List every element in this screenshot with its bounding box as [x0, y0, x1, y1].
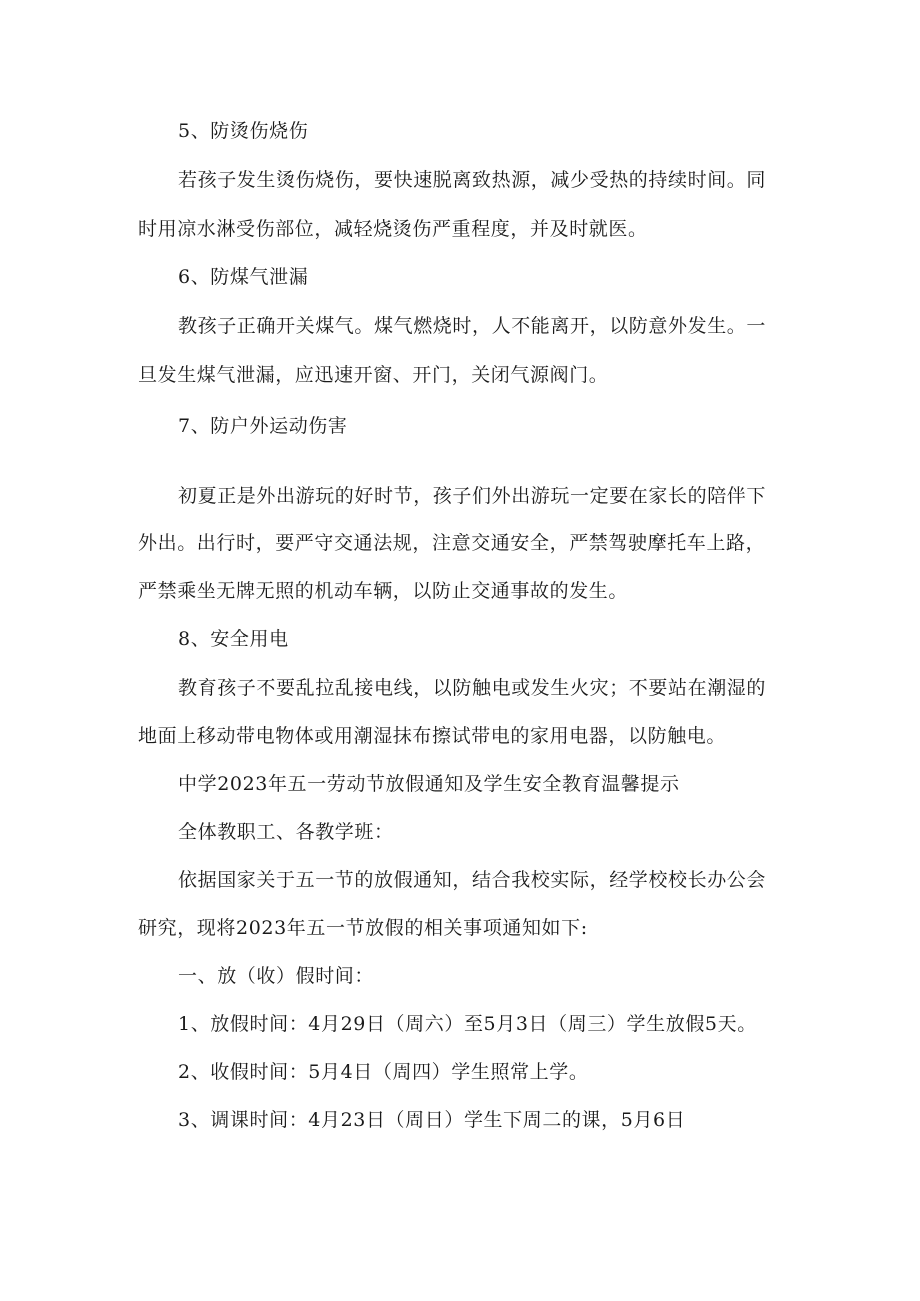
section-8-paragraph-line: 地面上移动带电物体或用潮湿抹布擦试带电的家用电器，以防触电。 — [138, 725, 727, 747]
notice-item: 1、放假时间：4月29日（周六）至5月3日（周三）学生放假5天。 — [178, 1013, 757, 1035]
section-6-paragraph-line: 旦发生煤气泄漏，应迅速开窗、开门，关闭气源阀门。 — [138, 364, 609, 386]
notice-title: 中学2023年五一劳动节放假通知及学生安全教育温馨提示 — [178, 773, 680, 795]
section-7-heading: 7、防户外运动伤害 — [178, 415, 348, 437]
notice-intro-line: 研究，现将2023年五一节放假的相关事项通知如下: — [138, 917, 588, 939]
notice-item-heading: 一、放（收）假时间： — [178, 965, 375, 987]
section-5-heading: 5、防烫伤烧伤 — [178, 120, 309, 142]
notice-item: 2、收假时间：5月4日（周四）学生照常上学。 — [178, 1061, 589, 1083]
notice-salutation: 全体教职工、各教学班： — [178, 821, 394, 843]
section-7-paragraph-line: 外出。出行时，要严守交通法规，注意交通安全，严禁驾驶摩托车上路， — [138, 532, 766, 554]
section-6-paragraph-line: 教孩子正确开关煤气。煤气燃烧时，人不能离开，以防意外发生。一 — [178, 315, 767, 337]
section-8-paragraph-line: 教育孩子不要乱拉乱接电线，以防触电或发生火灾；不要站在潮湿的 — [178, 677, 767, 699]
notice-intro-line: 依据国家关于五一节的放假通知，结合我校实际，经学校校长办公会 — [178, 869, 767, 891]
section-7-paragraph-line: 初夏正是外出游玩的好时节，孩子们外出游玩一定要在家长的陪伴下 — [178, 485, 767, 507]
section-5-paragraph-line: 时用凉水淋受伤部位，减轻烧烫伤严重程度，并及时就医。 — [138, 218, 648, 240]
notice-item: 3、调课时间：4月23日（周日）学生下周二的课，5月6日 — [178, 1109, 686, 1131]
section-6-heading: 6、防煤气泄漏 — [178, 266, 309, 288]
section-5-paragraph-line: 若孩子发生烫伤烧伤，要快速脱离致热源，减少受热的持续时间。同 — [178, 169, 767, 191]
section-8-heading: 8、安全用电 — [178, 628, 289, 650]
section-7-paragraph-line: 严禁乘坐无牌无照的机动车辆，以防止交通事故的发生。 — [138, 580, 629, 602]
